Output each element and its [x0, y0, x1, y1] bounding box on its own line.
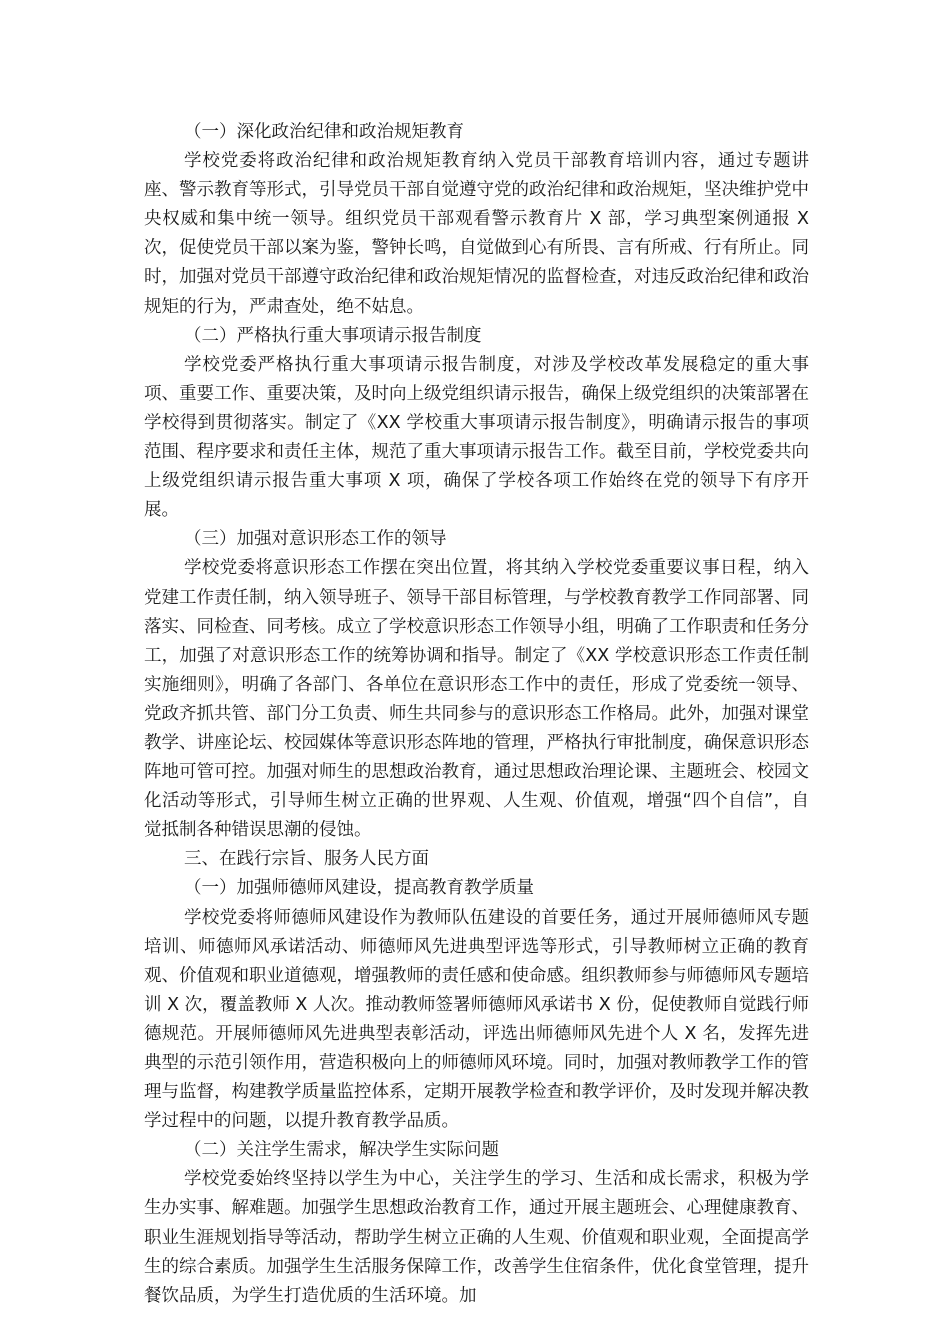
paragraph-1: 学校党委将政治纪律和政治规矩教育纳入党员干部教育培训内容，通过专题讲座、警示教育等形式，引导党员干部自觉遵守党的政治纪律和政治规矩，坚决维护党中央权威和集中统一领导。组织党员干部观看警示教育片 X 部，学习典型案例通报 X 次，促使党员干部以案为鉴，警钟长鸣，自觉做到心有所畏、言有所戒、行有所止。同时，加强对党员干部遵守政治纪律和政治规矩情况的监督检查，对违反政治纪律和政治规矩的行为，严肃查处，绝不姑息。	[144, 151, 809, 317]
section-heading-1: （一）深化政治纪律和政治规矩教育	[184, 122, 464, 142]
document-body	[144, 118, 809, 1311]
section-heading-2: （二）严格执行重大事项请示报告制度	[184, 325, 482, 346]
section-heading-5: （二）关注学生需求，解决学生实际问题	[184, 1140, 499, 1161]
paragraph-4: 学校党委将师德师风建设作为教师队伍建设的首要任务，通过开展师德师风专题培训、师德师风承诺活动、师德师风先进典型评选等形式，引导教师树立正确的教育观、价值观和职业道德观，增强教师的责任感和使命感。组织教师参与师德师风专题培训 X 次，覆盖教师 X 人次。推动教师签署师德师风承诺书 X 份，促使教师自觉践行师德规范。开展师德师风先进典型表彰活动，评选出师德师风先进个人 X 名，发挥先进典型的示范引领作用，营造积极向上的师德师风环境。同时，加强对教师教学工作的管理与监督，构建教学质量监控体系，定期开展教学检查和教学评价，及时发现并解决教学过程中的问题，以提升教育教学品质。	[144, 907, 809, 1132]
section-heading-4: （一）加强师德师风建设，提高教育教学质量	[184, 878, 534, 899]
paragraph-3: 学校党委将意识形态工作摆在突出位置，将其纳入学校党委重要议事日程，纳入党建工作责任制，纳入领导班子、领导干部目标管理，与学校教育教学工作同部署、同落实、同检查、同考核。成立了学校意识形态工作领导小组，明确了工作职责和任务分工，加强了对意识形态工作的统筹协调和指导。制定了《XX 学校意识形态工作责任制实施细则》，明确了各部门、各单位在意识形态工作中的责任，形成了党委统一领导、党政齐抓共管、部门分工负责、师生共同参与的意识形态工作格局。此外，加强对课堂教学、讲座论坛、校园媒体等意识形态阵地的管理，严格执行审批制度，确保意识形态阵地可管可控。加强对师生的思想政治教育，通过思想政治理论课、主题班会、校园文化活动等形式，引导师生树立正确的世界观、人生观、价值观，增强“四个自信”，自觉抵制各种错误思潮的侵蚀。	[144, 558, 809, 841]
paragraph-5: 学校党委始终坚持以学生为中心，关注学生的学习、生活和成长需求，积极为学生办实事、解难题。加强学生思想政治教育工作，通过开展主题班会、心理健康教育、职业生涯规划指导等活动，帮助学生树立正确的人生观、价值观和职业观，全面提高学生的综合素质。加强学生生活服务保障工作，改善学生住宿条件，优化食堂管理，提升餐饮品质，为学生打造优质的生活环境。加	[144, 1169, 809, 1306]
paragraph-2: 学校党委严格执行重大事项请示报告制度，对涉及学校改革发展稳定的重大事项、重要工作、重要决策，及时向上级党组织请示报告，确保上级党组织的决策部署在学校得到贯彻落实。制定了《XX 学校重大事项请示报告制度》，明确请示报告的事项范围、程序要求和责任主体，规范了重大事项请示报告工作。截至目前，学校党委共向上级党组织请示报告重大事项 X 项，确保了学校各项工作始终在党的领导下有序开展。	[144, 354, 809, 521]
section-heading-3: （三）加强对意识形态工作的领导	[184, 529, 447, 550]
chapter-heading-3: 三、在践行宗旨、服务人民方面	[184, 849, 429, 870]
